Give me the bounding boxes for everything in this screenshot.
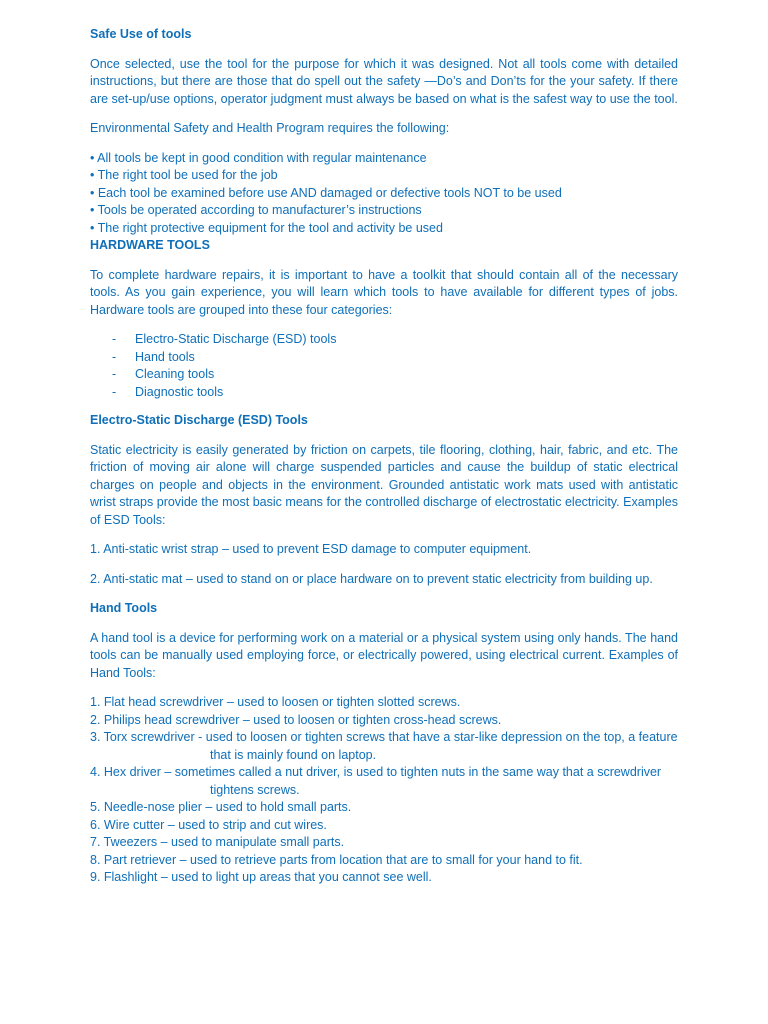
list-item: • Each tool be examined before use AND damaged or defective tools NOT to be used [90, 185, 562, 200]
environmental-requirements-list [90, 150, 678, 238]
paragraph-esd-tools: Static electricity is easily generated by friction on carpets, tile flooring, clothing, hair, fabric, and etc. The friction of moving air alone will charge suspended particles and cause the buildup of static electrical charges on people and objects in the environment. Grounded antistatic work mats used with antistatic wrist straps provide the most basic means for the controlled discharge of electrostatic electricity. Examples of ESD Tools: [90, 442, 678, 527]
dash-marker: - [112, 349, 117, 364]
category-label: Electro-Static Discharge (ESD) tools [135, 332, 337, 346]
dash-marker: - [112, 367, 117, 381]
list-item: 1. Flat head screwdriver – used to loosen or tighten slotted screws. [90, 695, 461, 709]
category-label: Hand tools [135, 349, 195, 364]
list-item: • The right protective equipment for the tool and activity be used [90, 220, 443, 235]
list-item: 7. Tweezers – used to manipulate small parts. [90, 835, 345, 849]
category-label: Cleaning tools [135, 367, 215, 381]
list-item: • The right tool be used for the job [90, 168, 278, 182]
tool-categories-list [90, 331, 678, 401]
list-item: 5. Needle-nose plier – used to hold small parts. [90, 800, 352, 814]
list-item [90, 384, 678, 402]
list-item: 8. Part retriever – used to retrieve parts from location that are to small for your hand to fit. [90, 852, 583, 867]
list-item: 2. Philips head screwdriver – used to loosen or tighten cross-head screws. [90, 712, 502, 727]
list-item [90, 729, 678, 764]
list-item [90, 366, 678, 384]
paragraph-hardware-tools: To complete hardware repairs, it is important to have a toolkit that should contain all of the necessary tools. As you gain experience, you will learn which tools to have available for different types of jobs. Hardware tools are grouped into these four categories: [90, 267, 678, 317]
section-title-hardware-tools: HARDWARE TOOLS [90, 238, 210, 252]
section-title-esd-tools: Electro-Static Discharge (ESD) Tools [90, 413, 308, 427]
list-item-text: 3. Torx screwdriver - used to loosen or tighten screws that have a star-like depression on the top, a feature [90, 730, 678, 744]
dash-marker: - [112, 332, 117, 346]
section-title-safe-use: Safe Use of tools [90, 27, 192, 41]
list-item: 6. Wire cutter – used to strip and cut wires. [90, 817, 327, 832]
paragraph-safe-use: Once selected, use the tool for the purpose for which it was designed. Not all tools come with detailed instructions, but there are those that do spell out the safety —Do’s and Don’ts for the your safety. If there are set-up/use options, operator judgment must always be based on what is the safest way to use the tool. [90, 56, 678, 106]
paragraph-hand-tools: A hand tool is a device for performing work on a material or a physical system using only hands. The hand tools can be manually used employing force, or electrically powered, using electrical current. Examples of Hand Tools: [90, 630, 678, 680]
list-item-text: 4. Hex driver – sometimes called a nut driver, is used to tighten nuts in the same way that a screwdriver [90, 765, 662, 779]
esd-example-1: 1. Anti-static wrist strap – used to prevent ESD damage to computer equipment. [90, 542, 532, 556]
list-item-continuation: tightens screws. [210, 782, 300, 797]
category-label: Diagnostic tools [135, 384, 224, 399]
dash-marker: - [112, 384, 117, 399]
paragraph-environmental-program: Environmental Safety and Health Program requires the following: [90, 121, 450, 135]
list-item [90, 764, 678, 799]
list-item-continuation: that is mainly found on laptop. [210, 747, 377, 762]
list-item [90, 331, 678, 349]
section-title-hand-tools: Hand Tools [90, 601, 158, 615]
list-item: • Tools be operated according to manufacturer’s instructions [90, 203, 422, 217]
list-item: • All tools be kept in good condition with regular maintenance [90, 150, 427, 165]
list-item [90, 349, 678, 367]
list-item: 9. Flashlight – used to light up areas that you cannot see well. [90, 870, 432, 884]
hand-tools-list [90, 694, 678, 887]
esd-example-2: 2. Anti-static mat – used to stand on or place hardware on to prevent static electricity from building up. [90, 571, 653, 586]
